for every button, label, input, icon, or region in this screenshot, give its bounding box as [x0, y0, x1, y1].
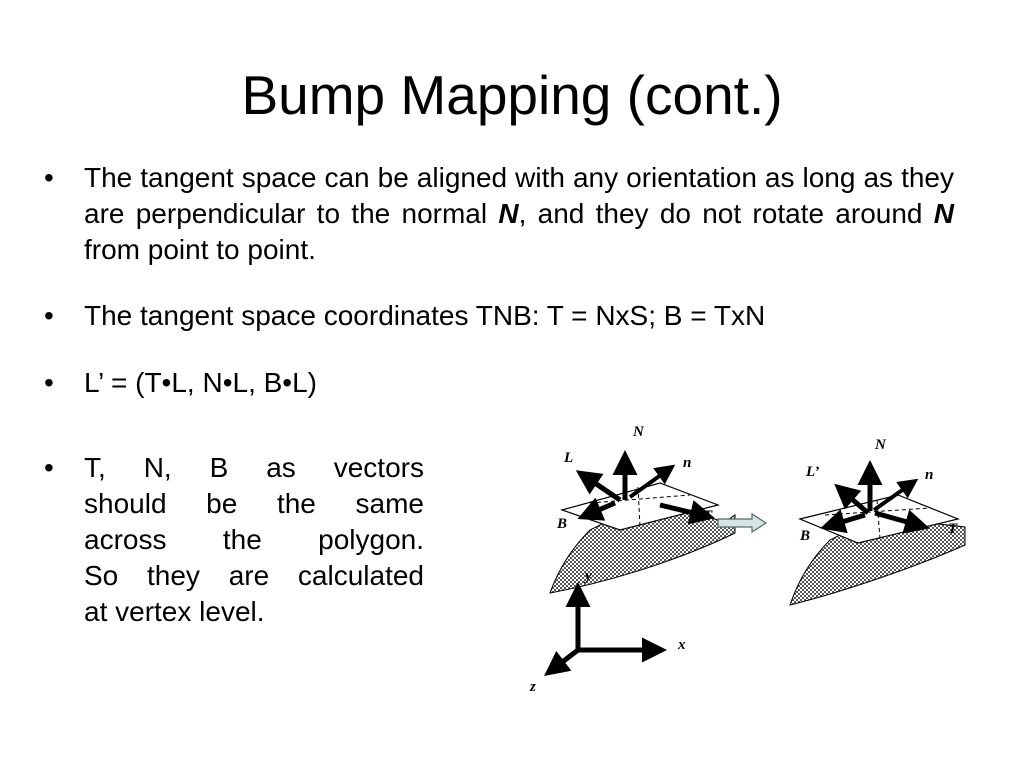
z-axis	[548, 650, 578, 673]
bullet-text-part: from point to point.	[84, 234, 316, 265]
left-l-vector	[580, 473, 620, 500]
bullet-line: T, N, B as vectors	[84, 452, 424, 483]
right-label-t: T	[948, 521, 958, 537]
slide-title: Bump Mapping (cont.)	[241, 64, 783, 126]
bullet-text-part: The tangent space can be aligned with any orientation as long as they are perpendicular to the normal	[84, 162, 954, 229]
bullet-text	[84, 450, 424, 630]
bullet-line: So they are calculated	[84, 560, 424, 591]
left-surface-group	[550, 424, 735, 593]
bullet-line: across the polygon.	[84, 524, 424, 555]
left-label-n-small: n	[683, 455, 692, 471]
right-label-n-small: n	[925, 467, 934, 483]
right-label-l-prime: L’	[806, 464, 820, 480]
bullet-text: L’ = (T•L, N•L, B•L)	[84, 367, 318, 398]
tangent-space-diagram	[520, 415, 1000, 705]
bullet-text: The tangent space coordinates TNB: T = NxS; B = TxN	[84, 300, 766, 331]
bullet-line: at vertex level.	[84, 596, 265, 627]
left-label-b: B	[557, 516, 568, 532]
right-label-b: B	[800, 528, 811, 544]
left-label-l: L	[564, 450, 574, 466]
bullet-tnb-coordinates	[44, 298, 956, 338]
bullet-line: should be the same	[84, 488, 424, 519]
bullet-text-part: , and they do not rotate around	[518, 198, 934, 229]
emphasis-n: N	[933, 198, 954, 229]
bullet-tangent-orientation	[44, 160, 956, 270]
bullet-l-prime	[44, 365, 644, 405]
bullet-marker: •	[44, 367, 54, 398]
right-label-n: N	[875, 437, 886, 453]
axis-label-x: x	[678, 637, 686, 653]
emphasis-n: N	[498, 198, 519, 229]
left-label-t: T	[703, 508, 713, 524]
right-surface-group	[790, 437, 965, 605]
bullet-marker: •	[44, 162, 54, 193]
bullet-vertex-level	[44, 450, 444, 630]
bullet-marker: •	[44, 300, 54, 331]
axis-label-z: z	[530, 679, 536, 695]
left-label-n: N	[633, 424, 644, 440]
bullet-marker: •	[44, 452, 54, 483]
axis-label-y: y	[585, 568, 592, 584]
bullet-text	[84, 160, 954, 268]
